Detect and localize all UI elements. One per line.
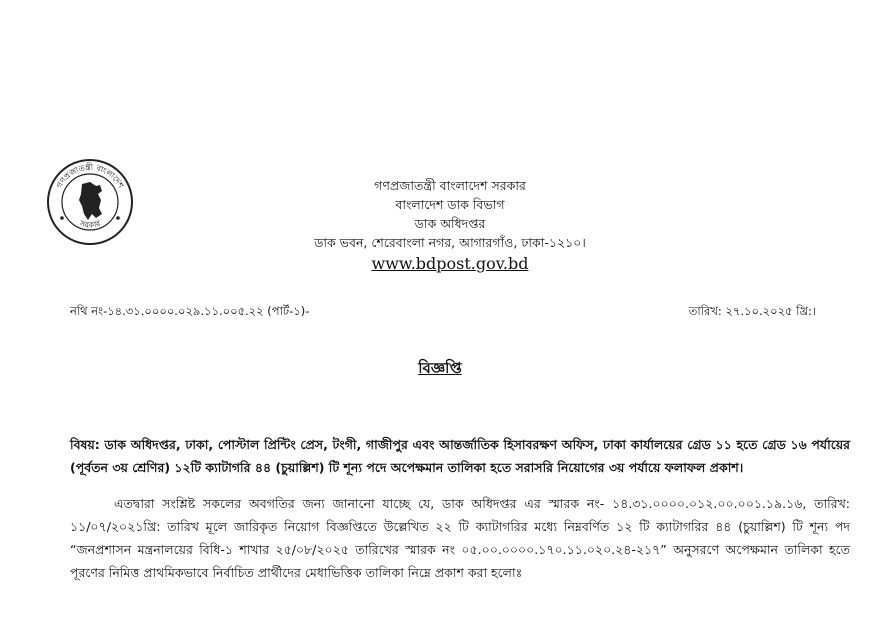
notice-subject: বিষয়: ডাক অধিদপ্তর, ঢাকা, পোস্টাল প্রিন্টিং প্রেস, টংগী, গাজীপুর এবং আন্তর্জাতিক হিসাবরক্ষণ অফিস, ঢাকা কার্যালয়ের গ্রেড ১১ হতে গ্রেড ১৬ পর্যায়ের (পূর্বতন ৩য় শ্রেণির) ১২টি ক্যাটাগরি ৪৪ (চুয়াল্লিশ) টি শূন্য পদে অপেক্ষমান তালিকা হতে সরাসরি নিয়োগের ৩য় পর্যায়ে ফলাফল প্রকাশ। bbox=[70, 437, 850, 475]
reference-number: নথি নং-১৪.৩১.০০০০.০২৯.১১.০০৫.২২ (পার্ট-১)- bbox=[70, 304, 310, 318]
notice-body-paragraph bbox=[70, 492, 850, 584]
svg-text:সরকার bbox=[78, 219, 102, 230]
bangladesh-government-seal-icon bbox=[46, 158, 134, 246]
directorate-name: ডাক অধিদপ্তর bbox=[414, 216, 486, 231]
government-name: গণপ্রজাতন্ত্রী বাংলাদেশ সরকার bbox=[374, 178, 526, 193]
notice-title: বিজ্ঞপ্তি bbox=[418, 359, 462, 377]
notice-body-text: এতদ্বারা সংশ্লিষ্ট সকলের অবগতির জন্য জানানো যাচ্ছে যে, ডাক অধিদপ্তর এর স্মারক নং- ১৪.৩১.০০০০.০১২.০০.০০১.১৯.১৬, তারিখ: ১১/০৭/২০২১খ্রি: তারিখ মূলে জারিকৃত নিয়োগ বিজ্ঞপ্তিতে উল্লেখিত ২২ টি ক্যাটাগরির মধ্যে নিম্নবর্ণিত ১২ টি ক্যাটাগরির ৪৪ (চুয়াল্লিশ) টি শূন্য পদ “জনপ্রশাসন মন্ত্রনালয়ের বিধি-১ শাখার ২৫/০৮/২০২৫ তারিখের স্মারক নং ০৫.০০.০০০০.১৭০.১১.০২০.২৪-২১৭” অনুসরণে অপেক্ষমান তালিকা হতে পূরণের নিমিত্ত প্রাথমিকভাবে নির্বাচিত প্রার্থীদের মেধাভিত্তিক তালিকা নিম্নে প্রকাশ করা হলোঃ bbox=[70, 496, 850, 580]
letterhead bbox=[250, 176, 650, 275]
seal-ring-bottom-text: সরকার bbox=[78, 218, 102, 230]
department-name: বাংলাদেশ ডাক বিভাগ bbox=[395, 197, 505, 212]
website-link[interactable]: www.bdpost.gov.bd bbox=[371, 254, 529, 273]
issue-date: তারিখ: ২৭.১০.২০২৫ খ্রি:। bbox=[688, 304, 816, 318]
seal-ring-top-text: গণপ্রজাতন্ত্রী বাংলাদেশ bbox=[54, 162, 126, 190]
office-address: ডাক ভবন, শেরেবাংলা নগর, আগারগাঁও, ঢাকা-১২১০। bbox=[314, 235, 586, 250]
